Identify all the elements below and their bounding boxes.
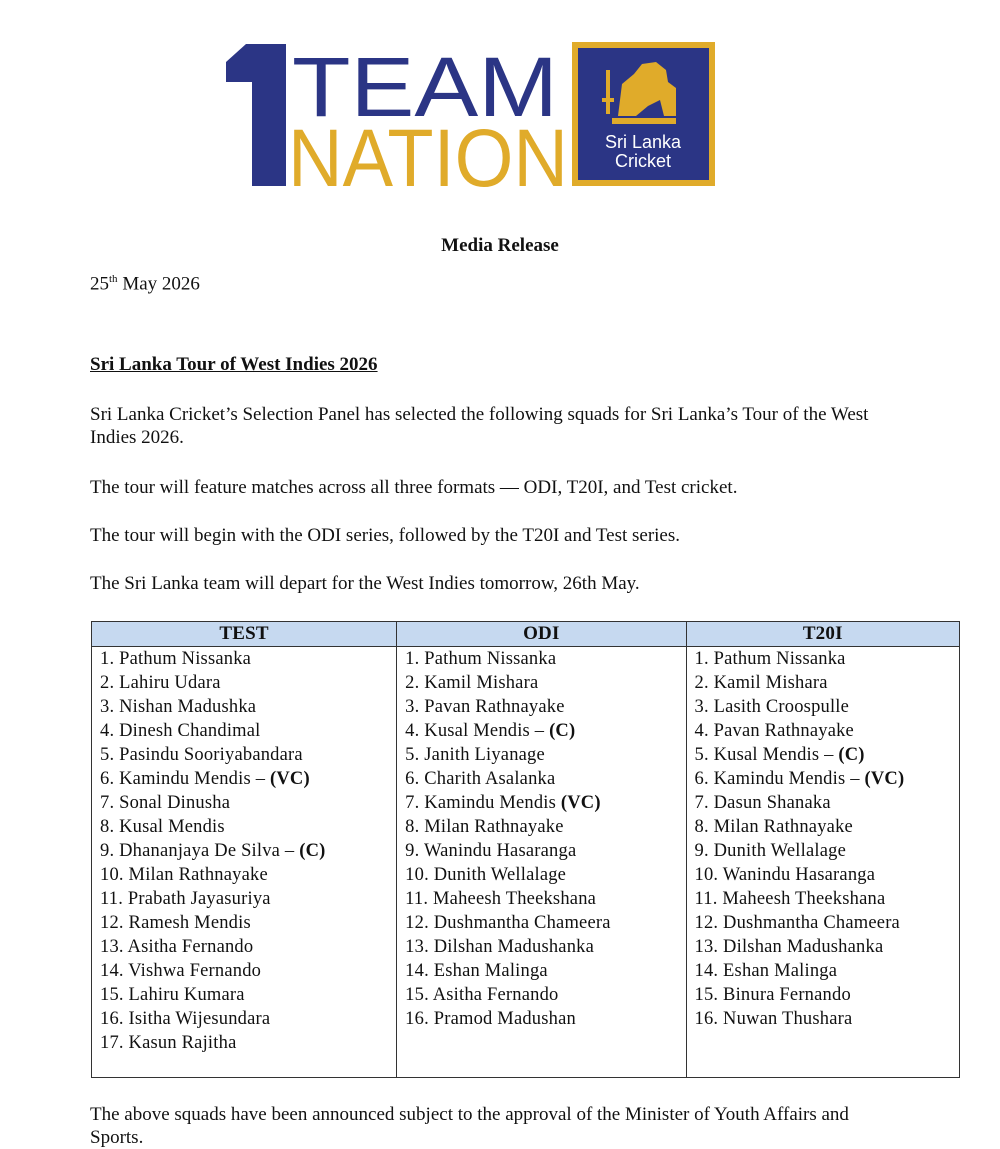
player-name: 13. Asitha Fernando xyxy=(100,937,254,957)
player-role-tag: (C) xyxy=(549,721,576,741)
player-name: 1. Pathum Nissanka xyxy=(100,649,252,669)
player-item xyxy=(405,719,677,743)
player-item xyxy=(405,743,677,767)
player-item xyxy=(695,839,952,863)
player-name: 11. Prabath Jayasuriya xyxy=(100,889,271,909)
player-role-tag: (VC) xyxy=(269,769,310,789)
paragraph-selection: Sri Lanka Cricket’s Selection Panel has selected the following squads for Sri Lanka’s Tour of the West Indies 2026. xyxy=(90,404,869,448)
player-item xyxy=(405,839,677,863)
team-nation-logo xyxy=(224,40,718,190)
player-item xyxy=(100,767,388,791)
test-squad-cell xyxy=(92,647,397,1078)
player-name: 5. Kusal Mendis – xyxy=(694,745,839,765)
player-item xyxy=(695,887,952,911)
section-title: Sri Lanka Tour of West Indies 2026 xyxy=(90,354,378,375)
player-item xyxy=(695,935,952,959)
date-rest: May 2026 xyxy=(117,273,200,295)
release-date xyxy=(90,273,200,295)
player-item xyxy=(405,935,677,959)
date-day: 25 xyxy=(90,273,109,295)
player-name: 8. Kusal Mendis xyxy=(100,817,225,837)
player-item xyxy=(405,767,677,791)
player-item xyxy=(405,887,677,911)
table-header-row xyxy=(92,622,960,647)
player-item xyxy=(695,647,952,671)
player-item xyxy=(695,791,952,815)
player-name: 10. Dunith Wellalage xyxy=(405,865,567,885)
player-item xyxy=(100,911,388,935)
player-name: 9. Dhananjaya De Silva – xyxy=(100,841,300,861)
player-role-tag: (VC) xyxy=(560,793,601,813)
player-name: 2. Kamil Mishara xyxy=(405,673,539,693)
player-name: 16. Isitha Wijesundara xyxy=(100,1009,271,1029)
player-item xyxy=(100,887,388,911)
player-item xyxy=(100,743,388,767)
player-item xyxy=(100,935,388,959)
player-item xyxy=(405,911,677,935)
header-t20i: T20I xyxy=(686,622,960,647)
player-item xyxy=(100,719,388,743)
player-item xyxy=(100,863,388,887)
header-odi: ODI xyxy=(397,622,686,647)
badge-text-line1: Sri Lanka xyxy=(604,132,682,152)
player-item xyxy=(100,1031,388,1055)
player-role-tag: (VC) xyxy=(864,769,905,789)
player-item xyxy=(100,1007,388,1031)
player-name: 6. Kamindu Mendis – xyxy=(694,769,865,789)
player-name: 4. Kusal Mendis – xyxy=(405,721,550,741)
player-item xyxy=(695,983,952,1007)
player-item xyxy=(405,1007,677,1031)
squads-table xyxy=(91,621,960,1078)
player-name: 12. Dushmantha Chameera xyxy=(694,913,900,933)
player-item xyxy=(100,815,388,839)
player-name: 6. Kamindu Mendis – xyxy=(100,769,270,789)
logo-text-team: TEAM xyxy=(292,40,558,134)
logo-text-nation: NATION xyxy=(288,113,568,190)
date-suffix: th xyxy=(109,273,118,285)
player-name: 5. Janith Liyanage xyxy=(405,745,545,765)
player-name: 7. Kamindu Mendis xyxy=(405,793,561,813)
player-item xyxy=(695,767,952,791)
player-item xyxy=(695,815,952,839)
player-role-tag: (C) xyxy=(838,745,865,765)
odi-squad-list xyxy=(405,647,677,1031)
player-item xyxy=(695,671,952,695)
player-name: 14. Vishwa Fernando xyxy=(100,961,262,981)
player-name: 3. Nishan Madushka xyxy=(100,697,257,717)
player-name: 3. Lasith Croospulle xyxy=(694,697,850,717)
player-name: 4. Dinesh Chandimal xyxy=(100,721,261,741)
player-item xyxy=(695,911,952,935)
player-name: 13. Dilshan Madushanka xyxy=(694,937,884,957)
paragraph-departure: The Sri Lanka team will depart for the West Indies tomorrow, 26th May. xyxy=(90,573,640,594)
player-item xyxy=(405,959,677,983)
player-role-tag: (C) xyxy=(299,841,326,861)
logo-one-shape xyxy=(226,44,286,186)
player-item xyxy=(695,695,952,719)
table-body-row xyxy=(92,647,960,1078)
badge-text-line2: Cricket xyxy=(614,151,672,171)
player-item xyxy=(405,815,677,839)
player-item xyxy=(695,719,952,743)
player-name: 16. Pramod Madushan xyxy=(405,1009,576,1029)
player-name: 5. Pasindu Sooriyabandara xyxy=(100,745,303,765)
player-name: 2. Lahiru Udara xyxy=(100,673,221,693)
player-item xyxy=(100,983,388,1007)
player-name: 2. Kamil Mishara xyxy=(694,673,828,693)
media-release-title: Media Release xyxy=(441,235,559,256)
player-name: 10. Milan Rathnayake xyxy=(100,865,268,885)
player-name: 7. Dasun Shanaka xyxy=(694,793,831,813)
player-item xyxy=(405,863,677,887)
player-name: 12. Ramesh Mendis xyxy=(100,913,251,933)
odi-squad-cell xyxy=(397,647,686,1078)
player-name: 15. Binura Fernando xyxy=(694,985,851,1005)
player-item xyxy=(405,983,677,1007)
player-item xyxy=(100,671,388,695)
player-name: 12. Dushmantha Chameera xyxy=(405,913,611,933)
player-item xyxy=(695,959,952,983)
player-item xyxy=(405,671,677,695)
player-name: 8. Milan Rathnayake xyxy=(694,817,853,837)
player-name: 14. Eshan Malinga xyxy=(405,961,548,981)
player-name: 16. Nuwan Thushara xyxy=(694,1009,853,1029)
player-name: 11. Maheesh Theekshana xyxy=(694,889,886,909)
player-name: 4. Pavan Rathnayake xyxy=(694,721,854,741)
player-item xyxy=(100,839,388,863)
player-item xyxy=(695,863,952,887)
player-name: 10. Wanindu Hasaranga xyxy=(694,865,876,885)
player-name: 1. Pathum Nissanka xyxy=(694,649,846,669)
player-item xyxy=(100,647,388,671)
player-name: 3. Pavan Rathnayake xyxy=(405,697,565,717)
header-test: TEST xyxy=(92,622,397,647)
player-name: 13. Dilshan Madushanka xyxy=(405,937,595,957)
player-name: 17. Kasun Rajitha xyxy=(100,1033,237,1053)
player-name: 7. Sonal Dinusha xyxy=(100,793,231,813)
player-item xyxy=(405,791,677,815)
t20i-squad-list xyxy=(695,647,952,1031)
closing-paragraph: The above squads have been announced subject to the approval of the Minister of Youth Affairs and Sports. xyxy=(90,1104,849,1148)
player-item xyxy=(695,1007,952,1031)
player-name: 8. Milan Rathnayake xyxy=(405,817,564,837)
paragraph-formats: The tour will feature matches across all three formats — ODI, T20I, and Test cricket. xyxy=(90,477,738,498)
player-item xyxy=(100,959,388,983)
paragraph-schedule: The tour will begin with the ODI series, followed by the T20I and Test series. xyxy=(90,525,681,546)
logo-graphic xyxy=(224,40,718,190)
player-name: 11. Maheesh Theekshana xyxy=(405,889,597,909)
player-name: 9. Wanindu Hasaranga xyxy=(405,841,577,861)
player-name: 14. Eshan Malinga xyxy=(694,961,838,981)
player-item xyxy=(695,743,952,767)
player-item xyxy=(405,647,677,671)
player-item xyxy=(100,695,388,719)
player-item xyxy=(405,695,677,719)
t20i-squad-cell xyxy=(686,647,960,1078)
player-name: 6. Charith Asalanka xyxy=(405,769,556,789)
player-name: 15. Asitha Fernando xyxy=(405,985,559,1005)
test-squad-list xyxy=(100,647,388,1055)
player-name: 15. Lahiru Kumara xyxy=(100,985,245,1005)
player-name: 1. Pathum Nissanka xyxy=(405,649,557,669)
player-name: 9. Dunith Wellalage xyxy=(694,841,846,861)
player-item xyxy=(100,791,388,815)
